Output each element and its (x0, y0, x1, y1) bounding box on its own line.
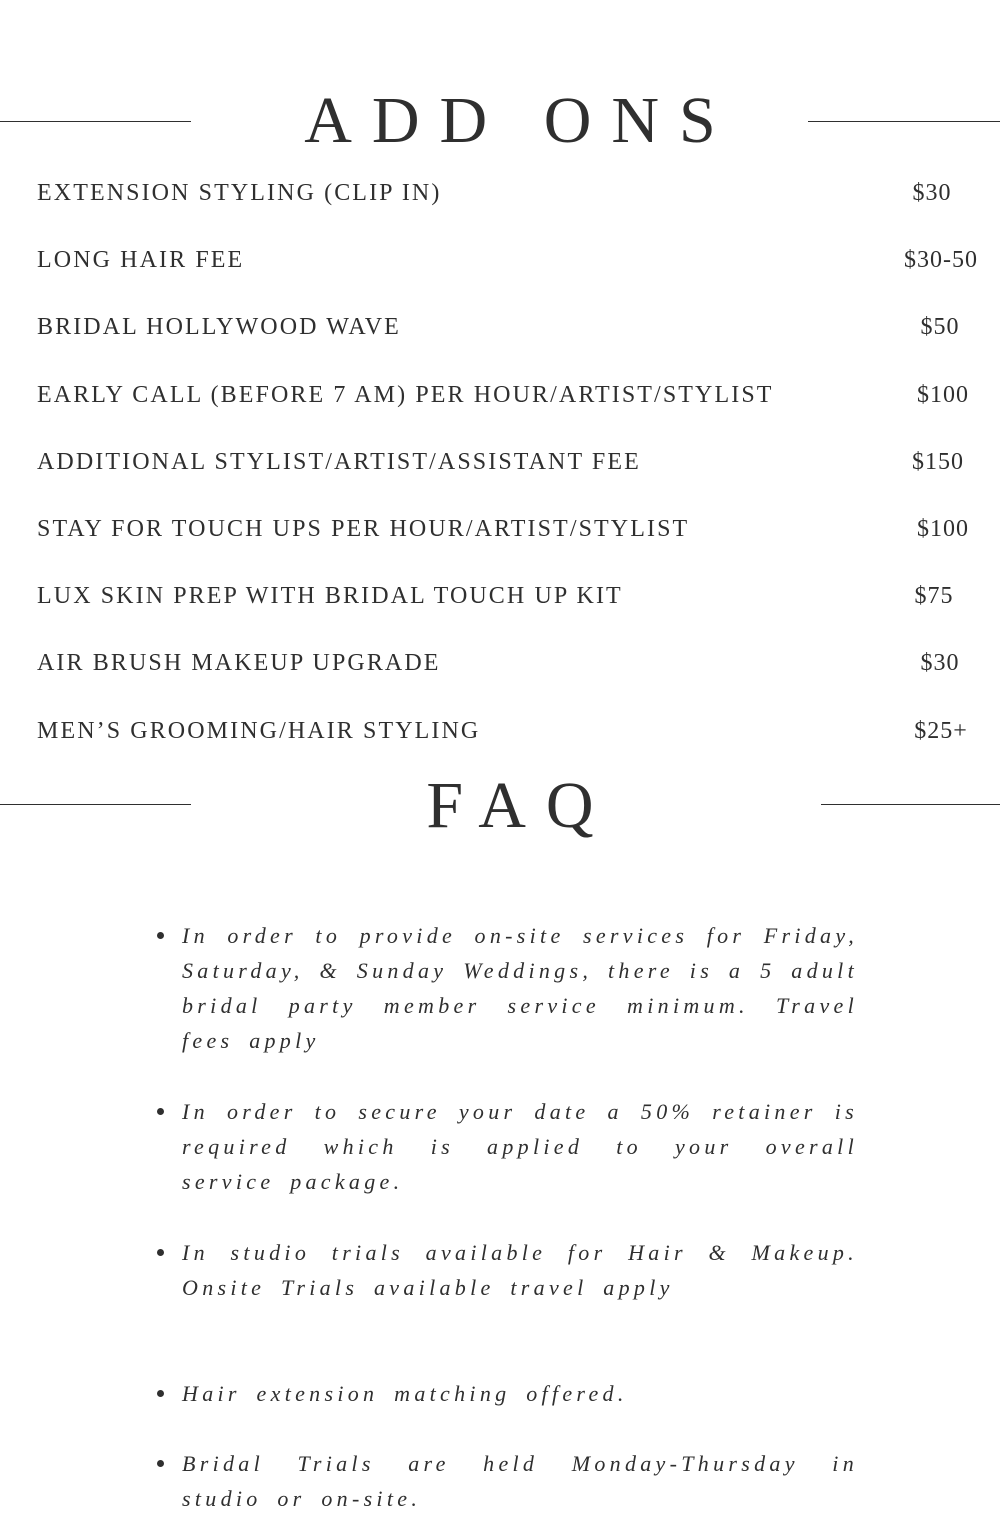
addon-price: $30 (920, 650, 960, 677)
addon-name: LUX SKIN PREP WITH BRIDAL TOUCH UP KIT (37, 583, 623, 610)
bullet-icon (157, 1390, 164, 1397)
addons-title: ADD ONS (304, 84, 736, 157)
faq-text: Bridal Trials are held Monday-Thursday in studio or on-site. (182, 1451, 858, 1511)
heading-rule-right (821, 804, 1000, 805)
bullet-icon (157, 1249, 164, 1256)
faq-text: In studio trials available for Hair & Makeup. Onsite Trials available travel apply (182, 1240, 858, 1300)
addon-price: $100 (917, 515, 969, 542)
addon-price: $100 (917, 381, 969, 408)
addon-name: BRIDAL HOLLYWOOD WAVE (37, 314, 401, 341)
bullet-icon (157, 1108, 164, 1115)
addon-price: $75 (914, 583, 954, 610)
bullet-icon (157, 932, 164, 939)
addon-row (0, 506, 1000, 573)
addon-price: $30 (912, 180, 952, 206)
addon-name: EARLY CALL (BEFORE 7 AM) PER HOUR/ARTIST/STYLIST (37, 381, 774, 408)
addon-row (0, 372, 1000, 439)
addon-price: $30-50 (904, 247, 978, 274)
addon-row (0, 170, 1000, 237)
bullet-icon (157, 1460, 164, 1467)
addon-row (0, 573, 1000, 640)
addon-price: $50 (920, 314, 960, 341)
addons-heading (0, 80, 1000, 170)
addon-row (0, 640, 1000, 707)
addon-name: LONG HAIR FEE (37, 247, 245, 274)
faq-text: Hair extension matching offered. (182, 1381, 628, 1406)
faq-title: FAQ (426, 769, 614, 842)
addon-name: ADDITIONAL STYLIST/ARTIST/ASSISTANT FEE (37, 448, 641, 475)
addon-row (0, 304, 1000, 371)
faq-heading (0, 765, 1000, 855)
addon-name: STAY FOR TOUCH UPS PER HOUR/ARTIST/STYLIST (37, 515, 690, 542)
addon-price: $150 (912, 448, 964, 475)
addon-name: MEN’S GROOMING/HAIR STYLING (37, 717, 481, 744)
addons-price-list (0, 170, 1000, 775)
heading-rule-right (808, 121, 1000, 122)
faq-text: In order to secure your date a 50% retainer is required which is applied to your overall service package. (182, 1099, 858, 1194)
addon-row (0, 237, 1000, 304)
addon-name: AIR BRUSH MAKEUP UPGRADE (37, 650, 441, 677)
faq-text: In order to provide on-site services for Friday, Saturday, & Sunday Weddings, there is a 5 adult bridal party member service minimum. Travel fees apply (182, 923, 858, 1053)
addon-row (0, 439, 1000, 506)
addon-name: EXTENSION STYLING (CLIP IN) (37, 180, 442, 206)
addon-price: $25+ (914, 717, 968, 744)
